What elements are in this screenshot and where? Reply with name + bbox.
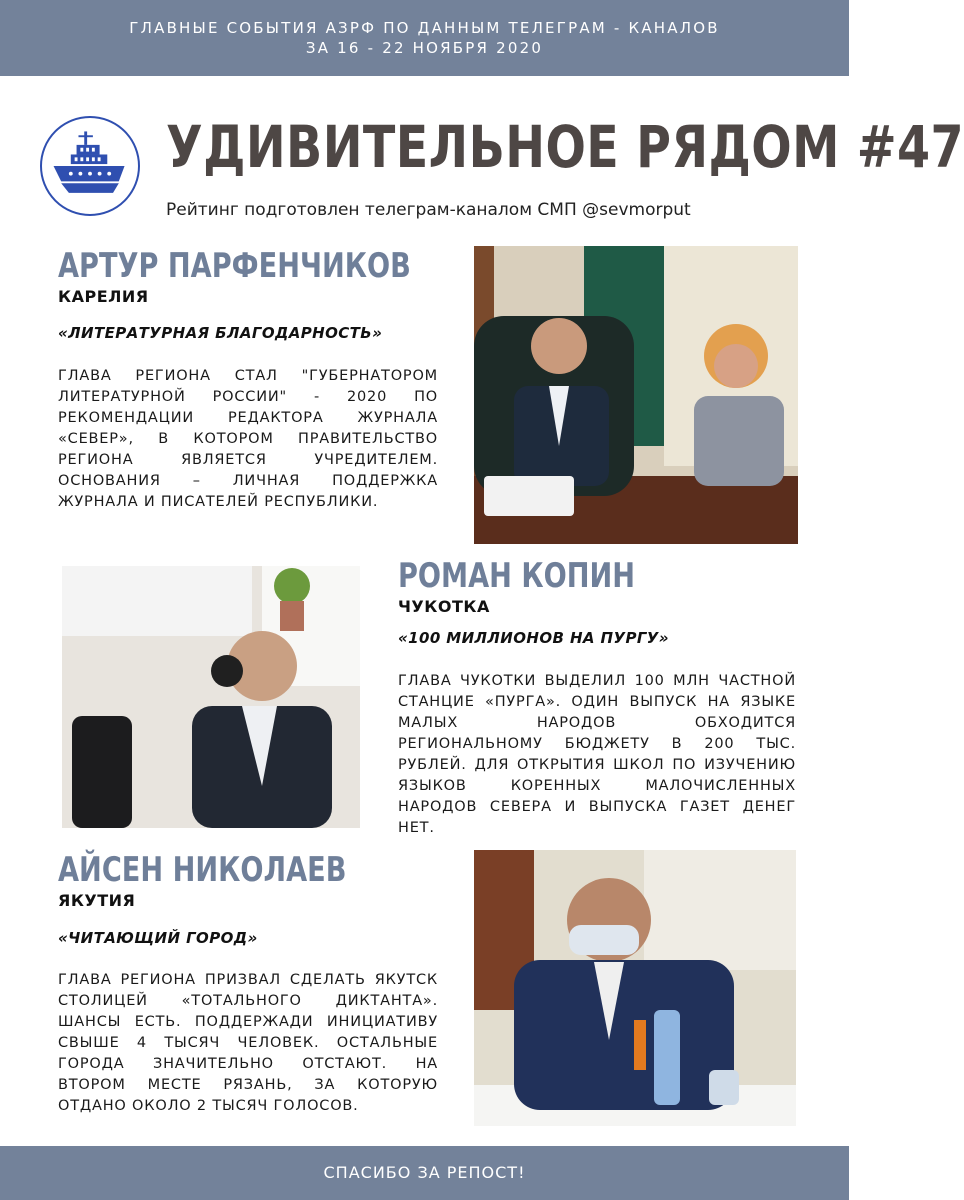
entry-1-name: АРТУР ПАРФЕНЧИКОВ: [58, 246, 411, 286]
page-title: УДИВИТЕЛЬНОЕ РЯДОМ #47: [166, 113, 964, 181]
header-line-2: ЗА 16 - 22 НОЯБРЯ 2020: [305, 39, 544, 57]
entry-1-quote: «ЛИТЕРАТУРНАЯ БЛАГОДАРНОСТЬ»: [58, 324, 383, 342]
entry-3-photo: [474, 850, 796, 1126]
header-line-1: ГЛАВНЫЕ СОБЫТИЯ АЗРФ ПО ДАННЫМ ТЕЛЕГРАМ - КАНАЛОВ: [129, 19, 720, 37]
entry-3-text: ГЛАВА РЕГИОНА ПРИЗВАЛ СДЕЛАТЬ ЯКУТСК СТОЛИЦЕЙ «ТОТАЛЬНОГО ДИКТАНТА». ШАНСЫ ЕСТЬ. ПОДДЕРЖАДИ ИНИЦИАТИВУ СВЫШЕ 4 ТЫСЯЧ ЧЕЛОВЕК. ОСТАЛЬНЫЕ ГОРОДА ЗНАЧИТЕЛЬНО ОТСТАЮТ. НА ВТОРОМ МЕСТЕ РЯЗАНЬ, ЗА КОТОРУЮ ОТДАНО ОКОЛО 2 ТЫСЯЧ ГОЛОСОВ.: [58, 972, 438, 1114]
entry-2-name: РОМАН КОПИН: [398, 556, 636, 596]
entry-2-photo: [62, 566, 360, 828]
entry-1-text: ГЛАВА РЕГИОНА СТАЛ "ГУБЕРНАТОРОМ ЛИТЕРАТУРНОЙ РОССИИ" - 2020 ПО РЕКОМЕНДАЦИИ РЕДАКТОРА ЖУРНАЛА «СЕВЕР», В КОТОРОМ ПРАВИТЕЛЬСТВО РЕГИОНА ЯВЛЯЕТСЯ УЧРЕДИТЕЛЕМ. ОСНОВАНИЯ – ЛИЧНАЯ ПОДДЕРЖКА ЖУРНАЛА И ПИСАТЕЛЕЙ РЕСПУБЛИКИ.: [58, 368, 438, 510]
entry-3-name: АЙСЕН НИКОЛАЕВ: [58, 850, 347, 890]
entry-3-region: ЯКУТИЯ: [58, 891, 136, 910]
entry-1-photo: [474, 246, 798, 544]
entry-3-quote: «ЧИТАЮЩИЙ ГОРОД»: [58, 929, 258, 947]
icebreaker-ship-icon: [40, 116, 140, 216]
page-subtitle: Рейтинг подготовлен телеграм-каналом СМП @sevmorput: [166, 200, 691, 220]
entry-2-region: ЧУКОТКА: [398, 597, 490, 616]
entry-2-quote: «100 МИЛЛИОНОВ НА ПУРГУ»: [398, 629, 669, 647]
footer-band: СПАСИБО ЗА РЕПОСТ!: [0, 1146, 849, 1200]
entry-1-region: КАРЕЛИЯ: [58, 287, 149, 306]
entry-2-text: ГЛАВА ЧУКОТКИ ВЫДЕЛИЛ 100 МЛН ЧАСТНОЙ СТАНЦИЕ «ПУРГА». ОДИН ВЫПУСК НА ЯЗЫКЕ МАЛЫХ НАРОДОВ ОБХОДИТСЯ РЕГИОНАЛЬНОМУ БЮДЖЕТУ В 200 ТЫС. РУБЛЕЙ. ДЛЯ ОТКРЫТИЯ ШКОЛ ПО ИЗУЧЕНИЮ ЯЗЫКОВ КОРЕННЫХ МАЛОЧИСЛЕННЫХ НАРОДОВ СЕВЕРА И ВЫПУСКА ГАЗЕТ ДЕНЕГ НЕТ.: [398, 673, 796, 836]
header-band: [0, 0, 849, 76]
